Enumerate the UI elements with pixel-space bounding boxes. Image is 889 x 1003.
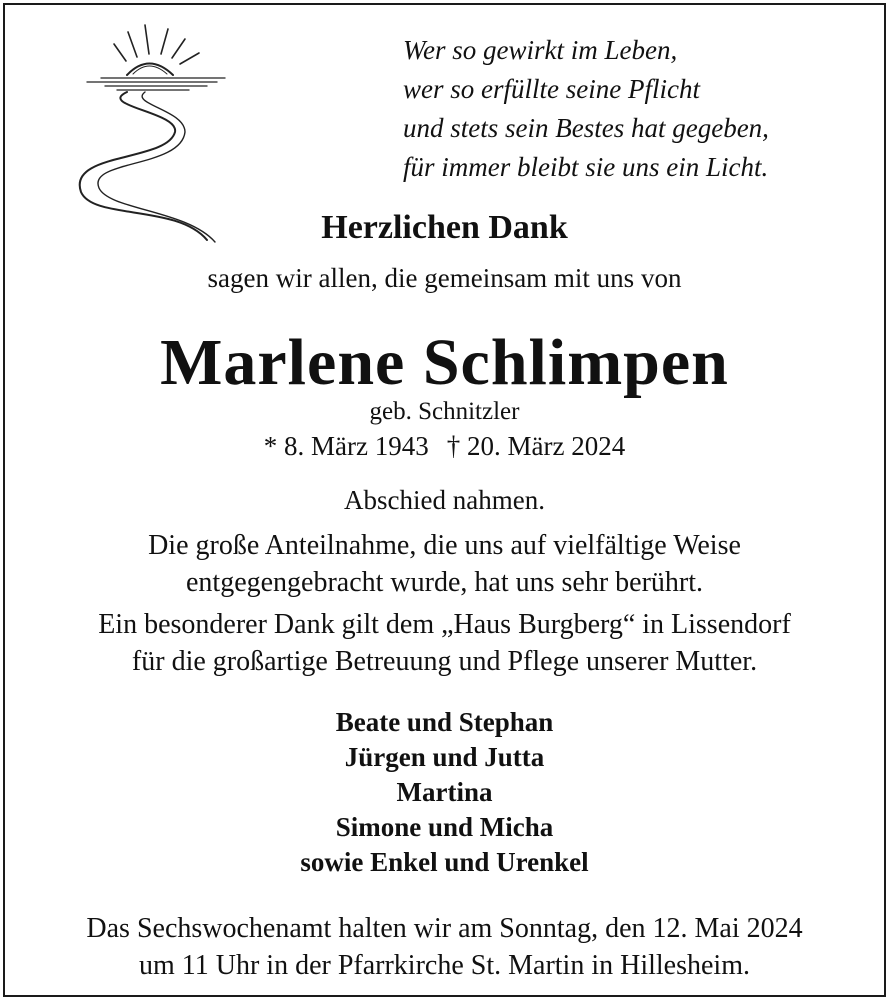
paragraph-line: Die große Anteilnahme, die uns auf vielfältige Weise: [148, 530, 741, 561]
family-member: sowie Enkel und Urenkel: [300, 847, 589, 877]
farewell-line: Abschied nahmen.: [344, 485, 545, 515]
service-announcement: [5, 910, 884, 984]
family-member: Jürgen und Jutta: [344, 742, 545, 772]
poem-line: für immer bleibt sie uns ein Licht.: [403, 152, 769, 182]
heading: Herzlichen Dank: [321, 209, 568, 246]
special-thanks-paragraph: [5, 606, 884, 680]
poem-line: Wer so gewirkt im Leben,: [403, 35, 678, 65]
family-member: Beate und Stephan: [335, 707, 554, 737]
service-line: Das Sechswochenamt halten wir am Sonntag, den 12. Mai 2024: [86, 913, 803, 944]
death-date: † 20. März 2024: [446, 431, 626, 461]
deceased-name: Marlene Schlimpen: [160, 326, 729, 399]
service-line: um 11 Uhr in der Pfarrkirche St. Martin in Hillesheim.: [139, 950, 750, 981]
intro-line: sagen wir allen, die gemeinsam mit uns von: [207, 263, 682, 293]
family-member: Martina: [396, 777, 493, 807]
thanks-paragraph: [5, 527, 884, 601]
poem-line: und stets sein Bestes hat gegeben,: [403, 113, 769, 143]
paragraph-line: für die großartige Betreuung und Pflege unserer Mutter.: [131, 646, 758, 677]
poem: [403, 31, 873, 187]
birth-date: * 8. März 1943: [263, 431, 429, 461]
poem-line: wer so erfüllte seine Pflicht: [403, 74, 700, 104]
paragraph-line: Ein besonderer Dank gilt dem „Haus Burgberg“ in Lissendorf: [98, 609, 791, 640]
family-member: Simone und Micha: [335, 812, 554, 842]
life-dates: [5, 431, 884, 462]
family-signatures: [5, 705, 884, 880]
paragraph-line: entgegengebracht wurde, hat uns sehr berührt.: [185, 567, 704, 598]
obituary-notice: [3, 3, 886, 997]
maiden-name: geb. Schnitzler: [369, 398, 520, 425]
